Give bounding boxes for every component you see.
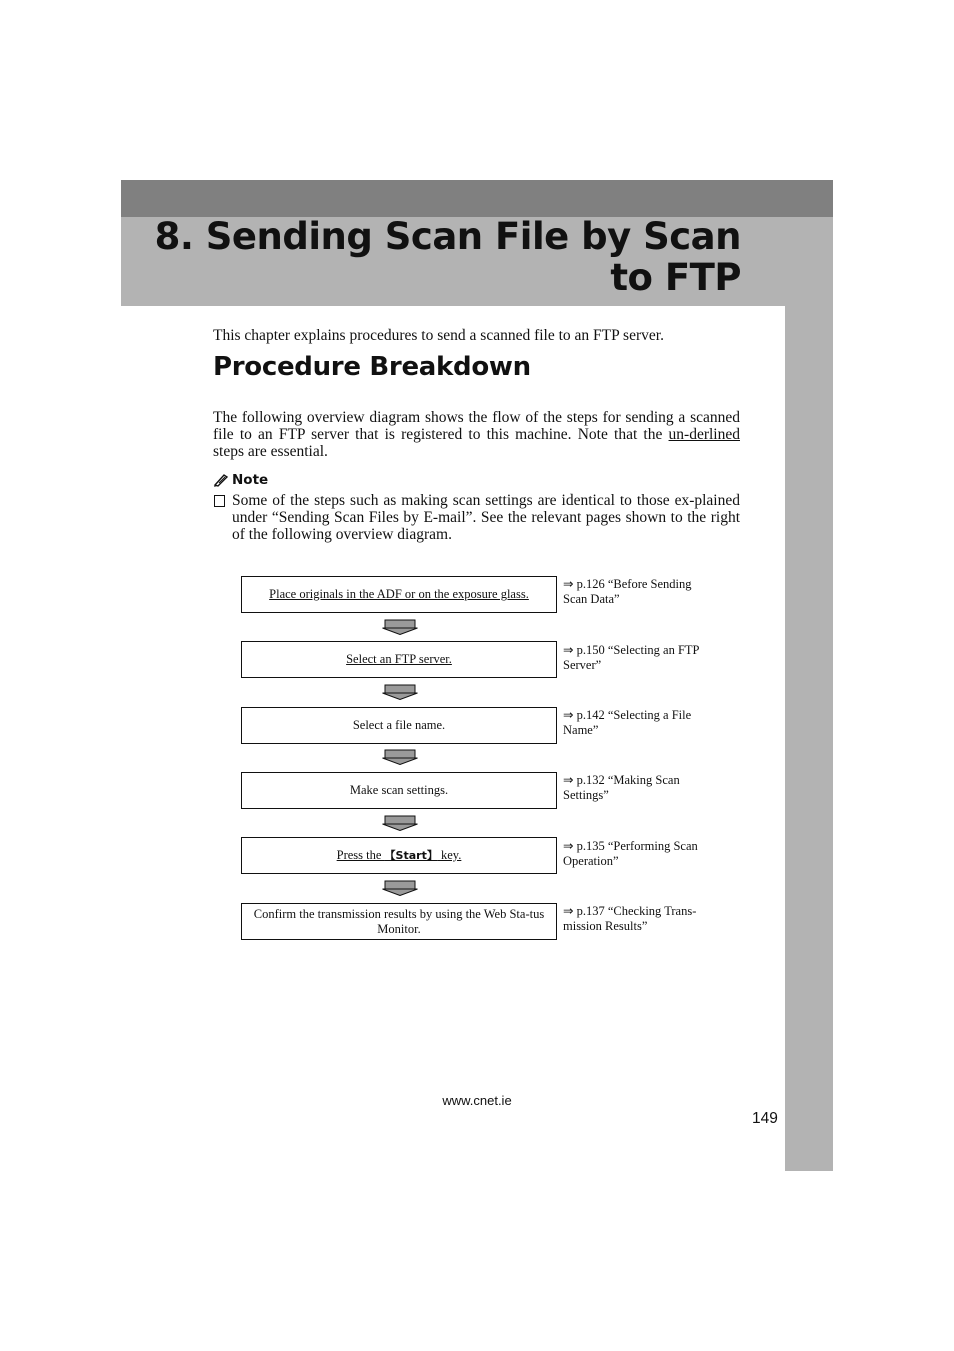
chapter-title: [121, 216, 741, 298]
step-5-text: [337, 848, 462, 863]
section-heading: Procedure Breakdown: [213, 352, 531, 382]
step-4-text: Make scan settings.: [349, 783, 449, 797]
step-6-text: Confirm the transmission results by using the Web Sta-tus Monitor.: [253, 906, 545, 936]
step-box-4: [241, 772, 557, 809]
step-2-text: Select an FTP server.: [346, 652, 452, 666]
overview-text-2: steps are essential.: [213, 443, 328, 460]
flow-arrow-icon: [382, 880, 418, 896]
note-item: [213, 492, 740, 543]
step-6-reference: ⇒ p.137 “Checking Trans-mission Results”: [563, 904, 697, 933]
chapter-title-line-1: 8. Sending Scan File by Scan: [154, 215, 741, 258]
chapter-band-dark: [121, 180, 833, 217]
step-box-6: [241, 903, 557, 940]
side-tab-bar: [785, 306, 833, 1171]
pencil-icon: [213, 473, 229, 487]
step-4-reference: ⇒ p.132 “Making Scan Settings”: [563, 773, 680, 802]
step-2-reference: ⇒ p.150 “Selecting an FTP Server”: [563, 643, 700, 672]
step-5-text-after: key.: [437, 848, 462, 862]
step-box-1: [241, 576, 557, 613]
step-5-reference: ⇒ p.135 “Performing Scan Operation”: [563, 839, 698, 868]
flow-arrow-icon: [382, 749, 418, 765]
chapter-intro: This chapter explains procedures to send a scanned file to an FTP server.: [213, 327, 664, 344]
start-key-label: 【Start】: [384, 849, 438, 862]
page-number: 149: [752, 1110, 778, 1127]
step-3-reference: ⇒ p.142 “Selecting a File Name”: [563, 708, 692, 737]
step-box-2: [241, 641, 557, 678]
step-5-text-before: Press the: [336, 848, 385, 862]
checkbox-bullet-icon: [214, 495, 225, 507]
flow-arrow-icon: [382, 684, 418, 700]
step-box-5: [241, 837, 557, 874]
step-1-text: Place originals in the ADF or on the exposure glass.: [269, 587, 529, 601]
note-label: Note: [232, 472, 269, 488]
step-3-text: Select a file name.: [352, 718, 446, 732]
note-heading: [213, 472, 268, 488]
step-box-3: [241, 707, 557, 744]
chapter-title-line-2: to FTP: [610, 256, 741, 299]
overview-text-1: The following overview diagram shows the flow of the steps for sending a scanned file to an FTP server that is registered to this machine. Note that the: [213, 409, 740, 443]
overview-underlined: un-derlined: [668, 426, 740, 443]
step-1-reference: ⇒ p.126 “Before Sending Scan Data”: [563, 577, 692, 606]
note-text: Some of the steps such as making scan settings are identical to those ex-plained under “Sending Scan Files by E-mail”. See the relevant pages shown to the right of the following overview diagram.: [232, 492, 740, 543]
overview-paragraph: [213, 409, 740, 460]
flow-arrow-icon: [382, 815, 418, 831]
flow-arrow-icon: [382, 619, 418, 635]
footer-url: www.cnet.ie: [442, 1093, 512, 1108]
